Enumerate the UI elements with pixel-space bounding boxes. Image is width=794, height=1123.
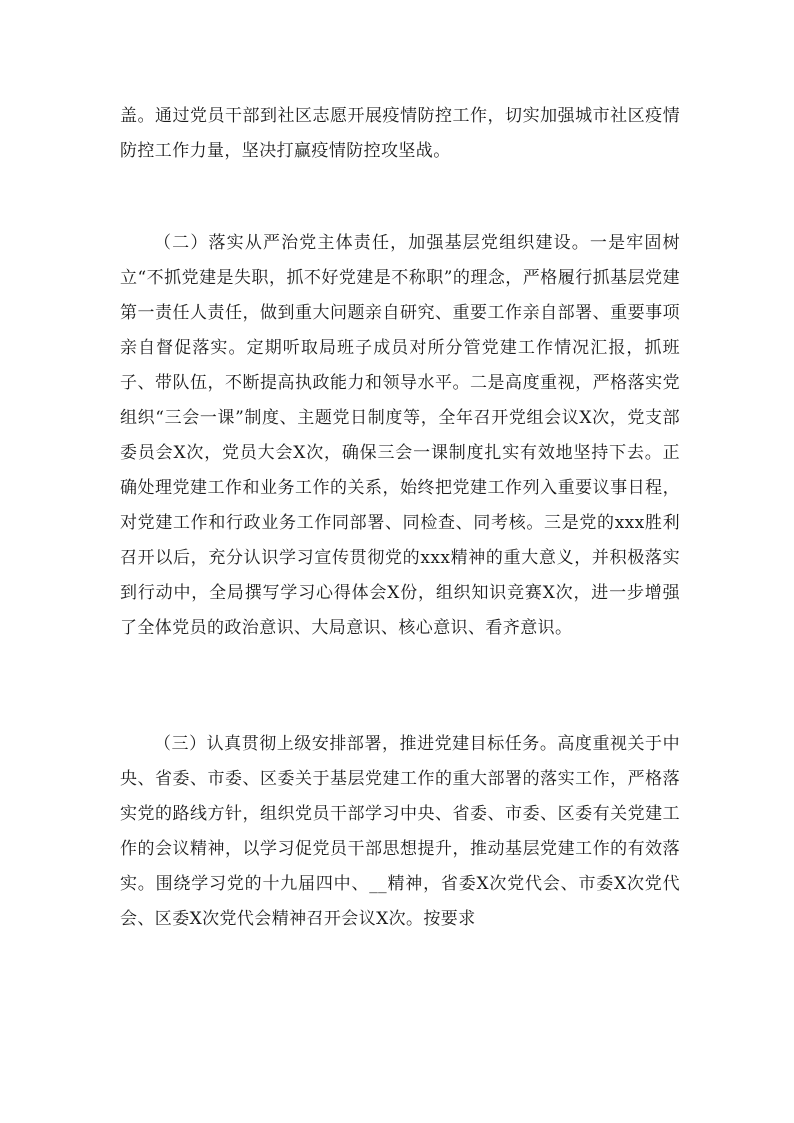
paragraph-section-two: （二）落实从严治党主体责任，加强基层党组织建设。一是牢固树立“不抓党建是失职，抓不好党建是不称职”的理念，严格履行抓基层党建第一责任人责任，做到重大问题亲自研究、重要工作亲自部署、重要事项亲自督促落实。定期听取局班子成员对所分管党建工作情况汇报，抓班子、带队伍，不断提高执政能力和领导水平。二是高度重视，严格落实党组织“三会一课”制度、主题党日制度等，全年召开党组会议X次，党支部委员会X次，党员大会X次，确保三会一课制度扎实有效地坚持下去。正确处理党建工作和业务工作的关系，始终把党建工作列入重要议事日程，对党建工作和行政业务工作同部署、同检查、同考核。三是党的xxx胜利召开以后，充分认识学习宣传贯彻党的xxx精神的重大意义，并积极落实到行动中，全局撰写学习心得体会X份，组织知识竞赛X次，进一步增强了全体党员的政治意识、大局意识、核心意识、看齐意识。 <box>120 233 680 638</box>
paragraph-section-three: （三）认真贯彻上级安排部署，推进党建目标任务。高度重视关于中央、省委、市委、区委关于基层党建工作的重大部署的落实工作，严格落实党的路线方针，组织党员干部学习中央、省委、市委、区委有关党建工作的会议精神，以学习促党员干部思想提升，推动基层党建工作的有效落实。围绕学习党的十九届四中、__精神，省委X次党代会、市委X次党代会、区委X次党代会精神召开会议X次。按要求 <box>120 734 680 929</box>
paragraph-continuation: 盖。通过党员干部到社区志愿开展疫情防控工作，切实加强城市社区疫情防控工作力量，坚决打赢疫情防控攻坚战。 <box>120 106 680 161</box>
